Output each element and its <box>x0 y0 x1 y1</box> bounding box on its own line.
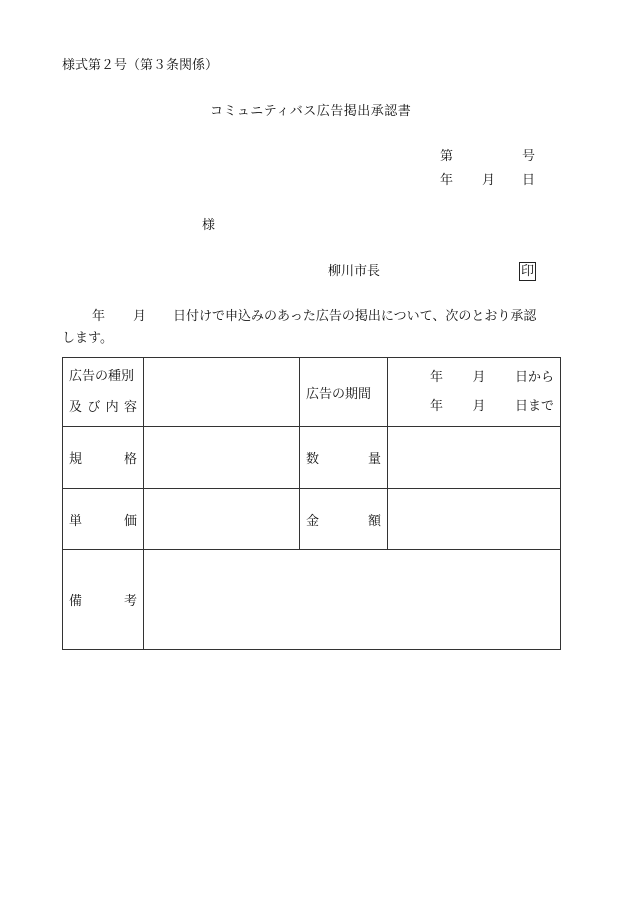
number-label: 第 <box>440 149 454 164</box>
period-from-year: 年 <box>430 370 444 385</box>
quantity-label <box>300 448 387 467</box>
period-value-cell[interactable] <box>388 358 561 427</box>
table-row <box>63 489 561 550</box>
label-char: 額 <box>367 513 381 529</box>
label-char: 数 <box>306 452 320 467</box>
date-day: 日 <box>522 173 536 188</box>
remarks-label-cell <box>63 550 144 650</box>
amount-label <box>300 510 387 529</box>
ad-type-label-cell <box>63 358 144 427</box>
date-year: 年 <box>440 173 454 188</box>
number-suffix: 号 <box>522 149 536 164</box>
label-char: 格 <box>123 452 137 467</box>
period-to-day: 日まで <box>514 399 554 414</box>
table-row <box>63 550 561 650</box>
ad-type-value-cell[interactable] <box>144 358 300 427</box>
ad-type-label: 広告の種別 <box>69 369 135 384</box>
seal-stamp: 印 <box>521 264 535 279</box>
body-sentence: 日付けで申込みのあった広告の掲出について、次のとおり承認 <box>173 309 537 324</box>
label-char: 単 <box>69 513 83 529</box>
approval-table <box>62 357 561 650</box>
spec-label-cell <box>63 427 144 489</box>
document-title: コミュニティバス広告掲出承認書 <box>210 104 412 119</box>
label-char: 金 <box>306 513 320 529</box>
label-char: 価 <box>123 513 137 529</box>
period-label: 広告の期間 <box>306 386 372 402</box>
addressee-honorific: 様 <box>202 218 216 233</box>
period-to-month: 月 <box>472 399 486 414</box>
amount-label-cell <box>300 489 388 550</box>
label-char: 及 <box>69 400 83 415</box>
label-char: 量 <box>367 452 381 467</box>
period-to <box>430 400 554 413</box>
label-char: 規 <box>69 452 83 467</box>
body-text-line-2: します。 <box>62 331 113 346</box>
period-from <box>430 371 554 384</box>
issuer-name: 柳川市長 <box>328 264 381 279</box>
label-char: び <box>87 400 101 415</box>
body-year: 年 <box>92 309 106 324</box>
quantity-label-cell <box>300 427 388 489</box>
remarks-value-cell[interactable] <box>144 550 561 650</box>
body-month: 月 <box>133 309 147 324</box>
period-label-cell <box>300 358 388 427</box>
quantity-value-cell[interactable] <box>388 427 561 489</box>
unit-price-value-cell[interactable] <box>144 489 300 550</box>
table-row <box>63 358 561 427</box>
label-char: 内 <box>105 400 119 415</box>
date-month: 月 <box>482 173 496 188</box>
table-row <box>63 427 561 489</box>
label-char: 備 <box>69 594 83 609</box>
spec-value-cell[interactable] <box>144 427 300 489</box>
unit-price-label <box>63 510 143 529</box>
unit-price-label-cell <box>63 489 144 550</box>
period-from-month: 月 <box>472 370 486 385</box>
ad-content-label <box>69 401 137 414</box>
period-from-day: 日から <box>514 370 554 385</box>
form-code: 様式第２号（第３条関係） <box>62 58 219 73</box>
remarks-label <box>63 590 143 609</box>
label-char: 考 <box>123 594 137 609</box>
label-char: 容 <box>123 400 137 415</box>
amount-value-cell[interactable] <box>388 489 561 550</box>
spec-label <box>63 448 143 467</box>
period-to-year: 年 <box>430 399 444 414</box>
